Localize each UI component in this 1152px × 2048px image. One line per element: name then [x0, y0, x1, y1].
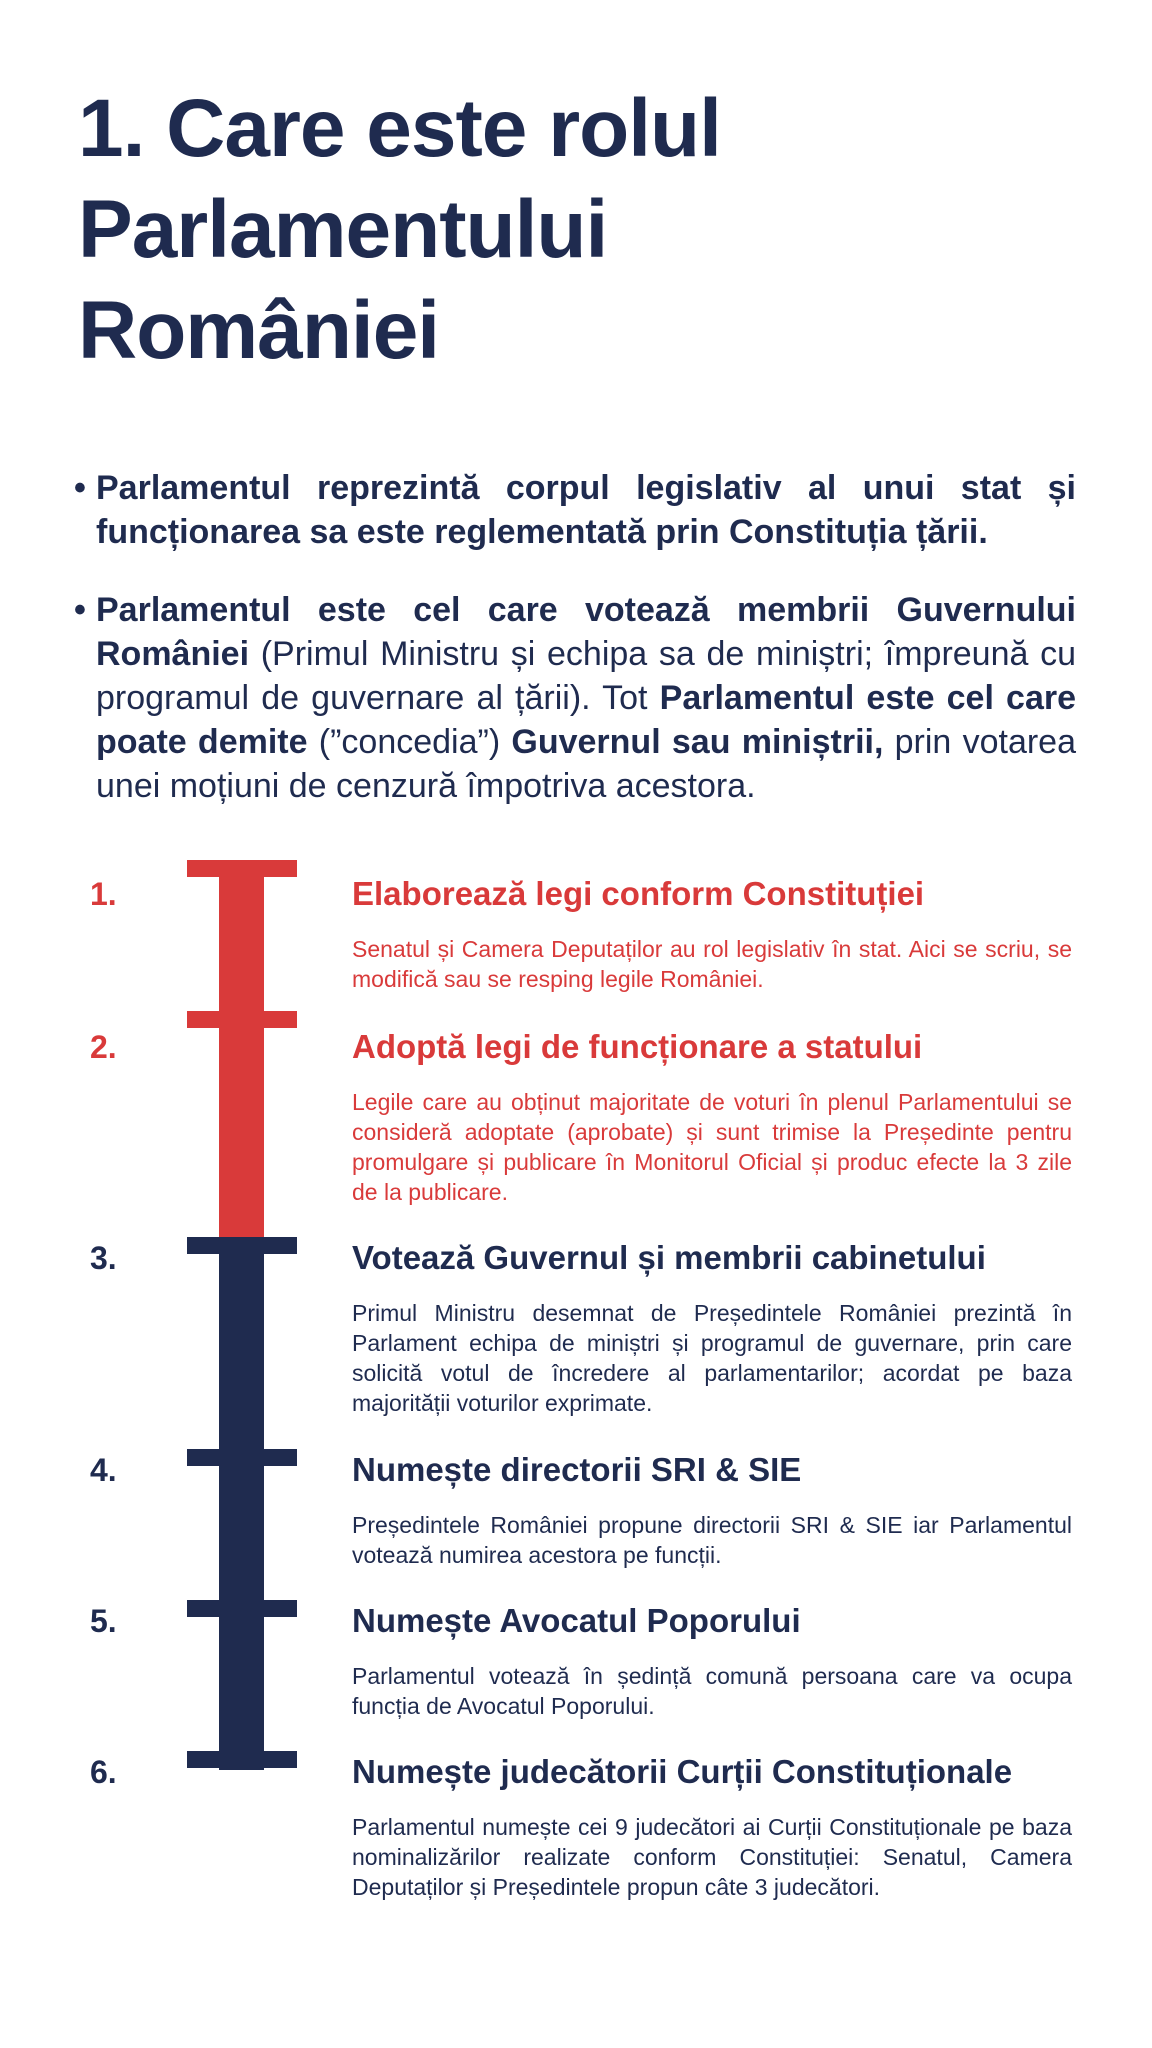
timeline-tick [187, 860, 297, 877]
title-line: Parlamentului [78, 184, 608, 275]
role-number: 3. [90, 1240, 117, 1276]
role-description: Primul Ministru desemnat de Președintele României prezintă în Parlament echipa de miniștri și programul de guvernare, prin care solicită votul de încredere al parlamentarilor; acordat pe baza majorității voturilor exprimate. [352, 1300, 1072, 1416]
timeline-tick [187, 1449, 297, 1466]
role-title: Elaborează legi conform Constituției [352, 875, 925, 912]
role-description: Președintele României propune directorii SRI & SIE iar Parlamentul votează numirea acestora pe funcții. [352, 1512, 1072, 1568]
timeline-bar-navy [219, 1237, 264, 1770]
intro-bullet-list [76, 432, 1076, 832]
intro-bullet [76, 466, 1076, 554]
role-number: 2. [90, 1029, 117, 1065]
role-number: 6. [90, 1754, 117, 1790]
role-title: Numește directorii SRI & SIE [352, 1451, 802, 1488]
bullet-text: (”concedia”) [307, 723, 512, 761]
timeline-tick [187, 1600, 297, 1617]
timeline-tick [187, 1237, 297, 1254]
timeline-bar-red [219, 860, 264, 1237]
role-title: Votează Guvernul și membrii cabinetului [352, 1239, 986, 1276]
timeline-tick [187, 1751, 297, 1768]
role-title: Adoptă legi de funcționare a statului [352, 1028, 923, 1065]
roles-timeline [0, 860, 1152, 1980]
role-number: 1. [90, 876, 117, 912]
role-description: Parlamentul votează în ședință comună persoana care va ocupa funcția de Avocatul Poporului. [352, 1663, 1072, 1719]
bullet-text-bold: Parlamentul reprezintă corpul legislativ al unui stat și funcționarea sa este reglementată prin Constituția țării. [96, 469, 1076, 551]
role-title: Numește Avocatul Poporului [352, 1602, 801, 1639]
role-description: Senatul și Camera Deputaților au rol legislativ în stat. Aici se scriu, se modifică sau se resping legile României. [352, 936, 1072, 992]
timeline-tick [187, 1011, 297, 1028]
title-line: 1. Care este rolul [78, 83, 721, 174]
intro-bullet [76, 588, 1076, 808]
role-description: Parlamentul numește cei 9 judecători ai Curții Constituționale pe baza nominalizărilor realizate conform Constituției: Senatul, Camera Deputaților și Președintele propun câte 3 judecători. [352, 1814, 1072, 1900]
title-line: României [78, 285, 440, 376]
bullet-text-bold: Parlamentul este cel care poate demite [96, 679, 1077, 761]
bullet-text-bold: Parlamentul este cel care votează membrii Guvernului României [96, 591, 1076, 673]
bullet-text: prin votarea unei moțiuni de cenzură împotriva acestora. [96, 723, 1076, 805]
role-number: 4. [90, 1452, 117, 1488]
role-number: 5. [90, 1603, 117, 1639]
page-title [78, 78, 1078, 381]
role-title: Numește judecătorii Curții Constituționale [352, 1753, 1013, 1790]
role-description: Legile care au obținut majoritate de voturi în plenul Parlamentului se consideră adoptate (aprobate) și sunt trimise la Președinte pentru promulgare și publicare în Monitorul Oficial și produc efecte la 3 zile de la publicare. [352, 1089, 1072, 1205]
bullet-text-bold: Guvernul sau miniștrii, [511, 723, 884, 761]
bullet-text: (Primul Ministru și echipa sa de miniștri; împreună cu programul de guvernare al țării). Tot [96, 635, 1076, 717]
